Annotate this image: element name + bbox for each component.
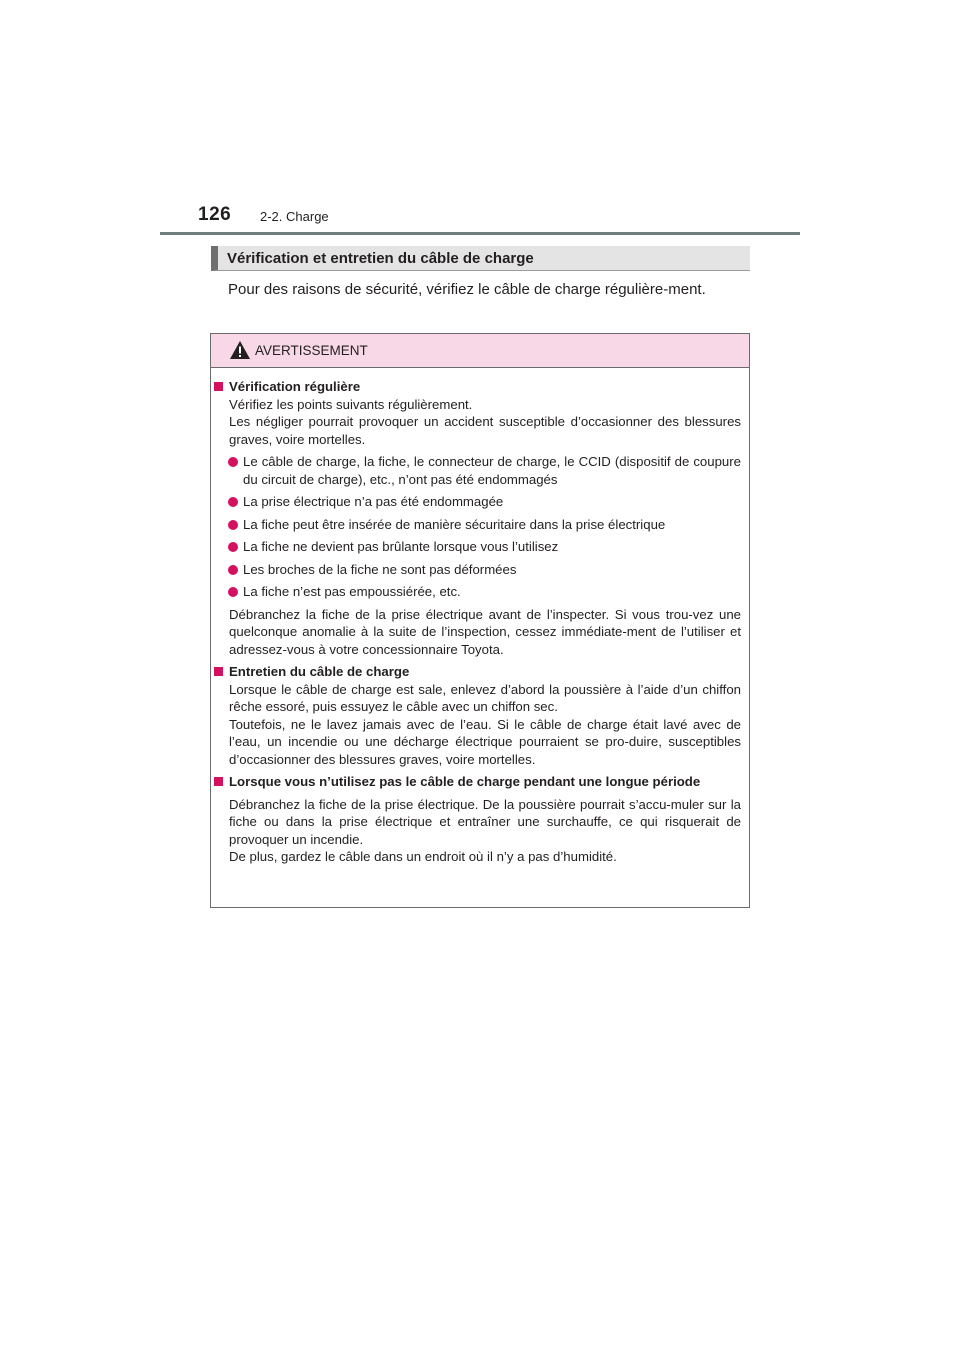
round-bullet-icon — [228, 457, 238, 467]
item-title-long-period — [211, 773, 749, 791]
paragraph: De plus, gardez le câble dans un endroit où il n’y a pas d’humidité. — [229, 849, 617, 864]
list-item-text: La prise électrique n’a pas été endommagée — [243, 494, 504, 509]
item-title-text: Entretien du câble de charge — [229, 664, 410, 679]
warning-title: AVERTISSEMENT — [255, 343, 368, 358]
item-title-maintenance — [211, 663, 749, 681]
list-item — [211, 516, 749, 534]
list-item-text: La fiche ne devient pas brûlante lorsque vous l’utilisez — [243, 539, 559, 554]
round-bullet-icon — [228, 587, 238, 597]
warning-box — [210, 333, 750, 908]
list-item — [211, 493, 749, 511]
list-item — [211, 561, 749, 579]
list-item — [211, 453, 749, 488]
section-intro: Pour des raisons de sécurité, vérifiez le câble de charge régulière-ment. — [228, 281, 706, 298]
round-bullet-icon — [228, 520, 238, 530]
round-bullet-icon — [228, 542, 238, 552]
warning-header — [211, 334, 749, 368]
paragraph: Débranchez la fiche de la prise électrique avant de l’inspecter. Si vous trou-vez une quelconque anomalie à la suite de l’inspection, cessez immédiate-ment de l’utiliser et adressez-vous à votre concessionnaire Toyota. — [229, 606, 741, 657]
section-heading — [211, 246, 750, 271]
list-item-text: Le câble de charge, la fiche, le connecteur de charge, le CCID (dispositif de coupure du circuit de charge), etc., n’ont pas été endommagés — [243, 454, 741, 487]
item-title-verification — [211, 378, 749, 396]
list-item-text: La fiche peut être insérée de manière sécuritaire dans la prise électrique — [243, 516, 666, 532]
section-reference: 2-2. Charge — [260, 209, 329, 224]
paragraph: Débranchez la fiche de la prise électrique. De la poussière pourrait s’accu-muler sur la fiche ou dans la prise électrique et entraîner une surchauffe, ce qui risquerait de provoquer un incendie. — [229, 796, 741, 847]
list-item-text: La fiche n’est pas empoussiérée, etc. — [243, 584, 461, 599]
section-heading-text: Vérification et entretien du câble de charge — [227, 250, 534, 267]
square-bullet-icon — [214, 667, 223, 676]
list-item — [211, 583, 749, 601]
page-number: 126 — [198, 204, 232, 225]
item-title-text: Lorsque vous n’utilisez pas le câble de charge pendant une longue période — [229, 774, 701, 789]
square-bullet-icon — [214, 777, 223, 786]
item-title-text: Vérification régulière — [229, 379, 361, 394]
paragraph: Lorsque le câble de charge est sale, enlevez d’abord la poussière à l’aide d’un chiffon rêche essoré, puis essuyez le câble avec un chiffon sec. — [229, 681, 741, 714]
list-item — [211, 538, 749, 556]
round-bullet-icon — [228, 497, 238, 507]
warning-triangle-icon — [229, 340, 251, 360]
warning-body — [211, 378, 749, 866]
square-bullet-icon — [214, 382, 223, 391]
header-divider — [160, 232, 800, 235]
paragraph: Toutefois, ne le lavez jamais avec de l’eau. Si le câble de charge était lavé avec de l’eau, un incendie ou une décharge électrique pourraient se pro-duire, susceptibles d’occasionner des blessures graves, voire mortelles. — [229, 716, 741, 767]
list-item-text: Les broches de la fiche ne sont pas déformées — [243, 561, 517, 577]
paragraph: Vérifiez les points suivants régulièrement. — [229, 396, 473, 412]
round-bullet-icon — [228, 565, 238, 575]
paragraph: Les négliger pourrait provoquer un accident susceptible d’occasionner des blessures graves, voire mortelles. — [229, 414, 741, 447]
